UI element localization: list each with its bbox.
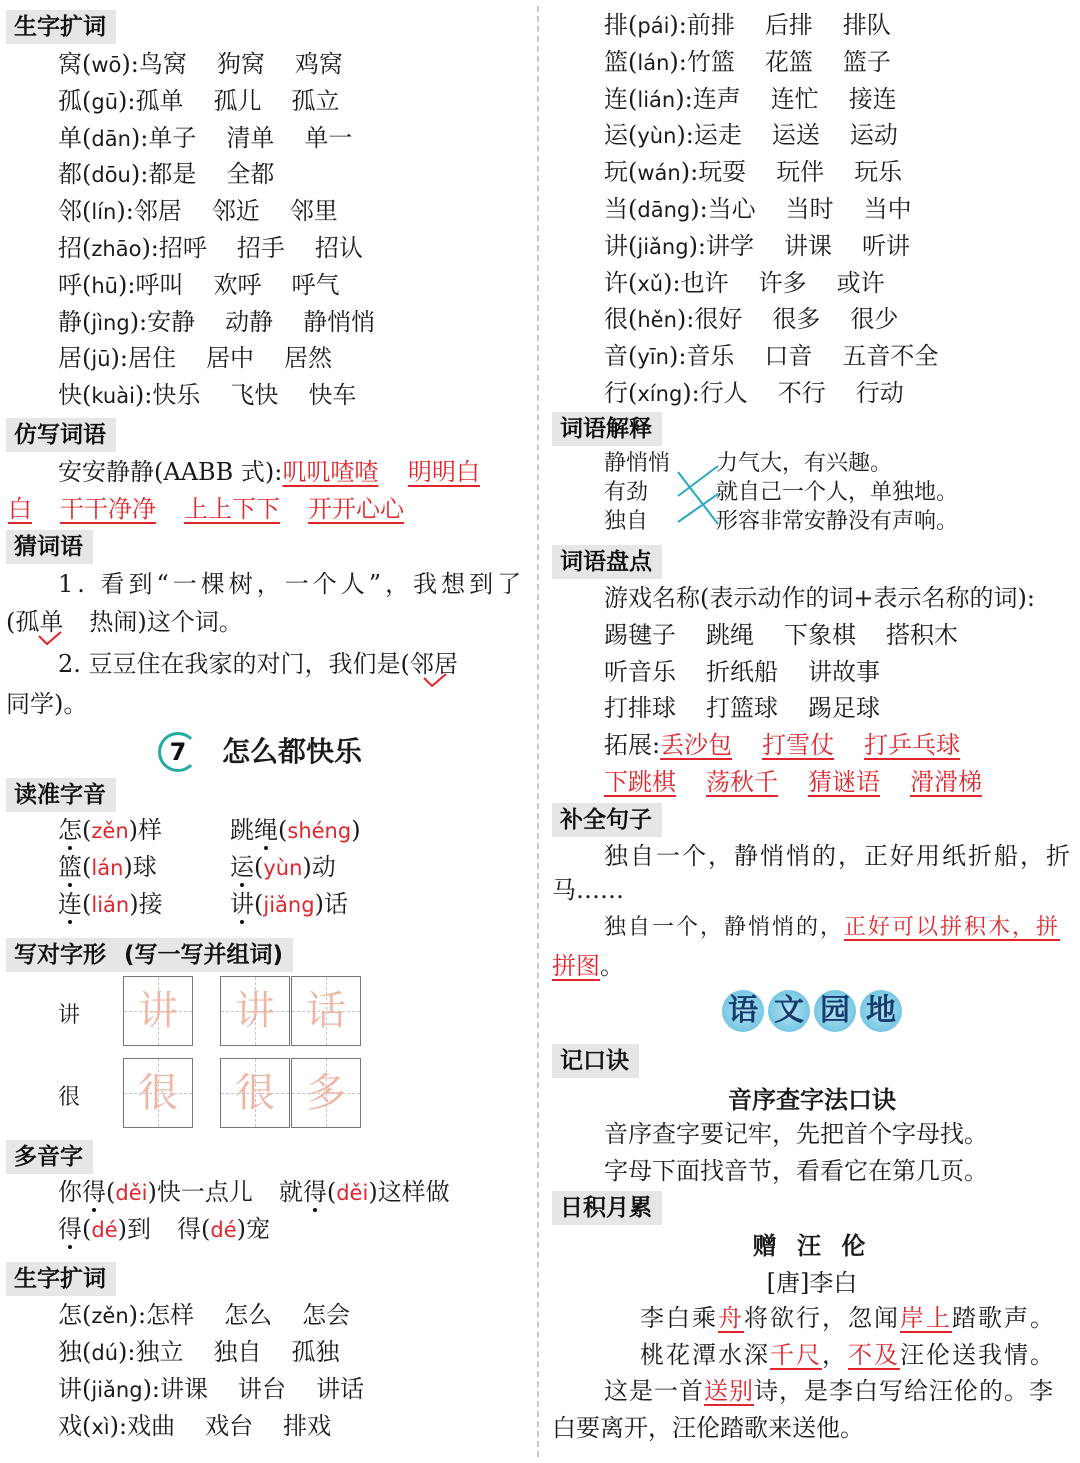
poem-title: 赠 汪 伦 (752, 1231, 872, 1260)
complete-line-2: 马…… (552, 876, 624, 904)
word-row: 单(dān):单子 清单 单一 (58, 120, 382, 157)
game-word: 听音乐 (604, 657, 676, 686)
grid-char: 讲 (235, 988, 275, 1034)
row-pinyin: lán (637, 50, 670, 75)
guess-q1-line1: 1. 看到“一棵树，一个人”，我想到了 (58, 570, 526, 598)
row-word: 也许 (680, 268, 729, 297)
word-row: 连(lián):连声 连忙 接连 (604, 81, 927, 118)
grid-char: 讲 (138, 988, 178, 1034)
row-word: 运走 (693, 121, 742, 150)
text: 将欲行，忽闻 (744, 1304, 900, 1332)
pron-post: 接 (138, 890, 163, 918)
word-row: 行(xíng):行人 不行 行动 (604, 375, 934, 412)
row-word: 音乐 (686, 342, 735, 371)
ext-answer: 丢沙包 (660, 731, 733, 759)
writing-grid (123, 976, 193, 1046)
answer-1: 叽叽喳喳 (282, 458, 379, 486)
word-row: 篮(lán):竹篮 花篮 篮子 (604, 44, 921, 81)
summary-row (604, 690, 910, 726)
row-pinyin: jū (91, 347, 111, 372)
row-word: 狗窝 (216, 50, 265, 78)
poem-comment-1 (604, 1373, 1054, 1409)
row-pinyin: pái (637, 14, 670, 38)
game-word: 跳绳 (706, 621, 754, 649)
text: 踏歌声。 (952, 1304, 1056, 1332)
row-pinyin: zhāo (91, 237, 142, 261)
pron-post: 话 (323, 890, 348, 918)
row-char: 都 (58, 160, 82, 189)
poem-line-2 (640, 1337, 1056, 1373)
writing-grid (220, 1058, 290, 1128)
word-row: 居(jū):居住 居中 居然 (58, 340, 362, 377)
row-pinyin: yīn (637, 345, 669, 370)
word-row: 都(dōu):都是 全都 (58, 156, 304, 193)
row-word: 口音 (764, 342, 813, 371)
poem-comment-2: 白要离开，汪伦踏歌来送他。 (552, 1414, 864, 1442)
pron-post: 动 (311, 853, 336, 881)
answer-5: 开开心心 (308, 495, 404, 523)
row-word: 讲话 (316, 1375, 365, 1403)
row-word: 快乐 (152, 381, 201, 410)
summary-row (604, 654, 910, 690)
pinyin: dé (210, 1218, 237, 1242)
game-word: 打篮球 (706, 694, 778, 722)
section-header-pronunciation: 读准字音 (6, 778, 116, 812)
row-word: 动静 (225, 307, 274, 336)
pron-char: 绳 (254, 816, 278, 844)
row-char: 音 (604, 342, 628, 371)
term: 有劲 (604, 480, 649, 505)
answer-4: 上上下下 (184, 495, 280, 523)
word-row: 当(dāng):当心 当时 当中 (604, 191, 942, 228)
row-pinyin: kuài (91, 384, 135, 409)
answer: 正好可以拼积木，拼 (844, 915, 1061, 940)
ext-answer: 荡秋千 (706, 768, 778, 796)
pron-item: 怎(zěn)样 (58, 816, 163, 844)
row-char: 戏 (58, 1412, 82, 1440)
dotted-char: 得 (302, 1178, 327, 1206)
row-word: 接连 (848, 84, 897, 113)
writing-grid (291, 976, 361, 1046)
guess-q2-line2: 同学)。 (6, 690, 88, 718)
answer-2a: 明明白 (408, 458, 481, 486)
pron-post: 球 (132, 853, 157, 881)
grid-char: 多 (306, 1070, 346, 1116)
row-word: 居住 (127, 344, 176, 373)
pron-pre: 跳 (230, 816, 254, 844)
row-word: 呼叫 (135, 270, 184, 299)
choice-text: 热闹 (89, 608, 138, 636)
pron-post: 样 (138, 816, 163, 844)
row-pinyin: gū (91, 89, 119, 114)
row-pinyin: dōu (91, 163, 131, 188)
row-char: 居 (58, 344, 82, 373)
text: 这是一首 (604, 1377, 704, 1405)
row-word: 运送 (771, 121, 820, 150)
row-char: 独 (58, 1338, 82, 1366)
row-word: 都是 (148, 160, 197, 189)
text: 独自一个，静悄悄的， (604, 915, 845, 940)
text: 快一点儿 (156, 1178, 253, 1206)
section-header-guess: 猜词语 (6, 530, 93, 564)
row-char: 当 (604, 195, 628, 223)
row-word: 戏台 (205, 1412, 254, 1440)
row-char: 孤 (58, 86, 82, 115)
yuwen-char: 文 (768, 990, 810, 1032)
row-pinyin: wō (91, 53, 122, 77)
row-word: 前排 (686, 11, 735, 39)
row-word: 行动 (855, 379, 904, 407)
term: 静悄悄 (604, 451, 671, 476)
grid-label: 很 (58, 1085, 81, 1110)
word-row: 排(pái):前排 后排 排队 (604, 7, 921, 44)
row-char: 许 (604, 268, 628, 297)
summary-intro: 游戏名称(表示动作的词+表示名称的词): (604, 584, 1035, 612)
row-word: 当中 (863, 195, 912, 223)
text: 李白乘 (640, 1304, 718, 1332)
row-char: 呼 (58, 270, 82, 299)
row-char: 运 (604, 121, 628, 150)
word-row: 静(jìng):安静 动静 静悄悄 (58, 304, 405, 341)
matching-lines (676, 456, 720, 526)
polyphone-line-1: 你得(děi)快一点儿 就得(děi)这样做 (58, 1178, 450, 1206)
row-word: 排队 (842, 11, 891, 39)
writing-grid (220, 976, 290, 1046)
row-pinyin: jìng (91, 310, 130, 335)
writing-grid (123, 1058, 193, 1128)
row-char: 很 (604, 305, 628, 334)
row-word: 讲课 (784, 231, 833, 260)
row-word: 静悄悄 (303, 307, 376, 336)
answer-2b: 白 (8, 495, 32, 523)
row-word: 许多 (758, 268, 807, 297)
row-word: 鸡窝 (294, 50, 343, 78)
row-char: 篮 (604, 47, 628, 76)
pron-char: 怎 (58, 816, 82, 844)
row-word: 快车 (308, 381, 357, 410)
section-header-mnemonic: 记口诀 (552, 1044, 639, 1078)
row-word: 全都 (226, 160, 275, 189)
extension-row (604, 764, 1012, 800)
row-pinyin: jiǎng (637, 234, 689, 259)
answer-3: 干干净净 (60, 495, 156, 523)
row-word: 孤儿 (213, 86, 262, 115)
ext-answer: 滑滑梯 (910, 768, 982, 796)
row-word: 讲课 (160, 1375, 209, 1403)
row-char: 玩 (604, 158, 628, 187)
pinyin: děi (115, 1181, 148, 1205)
pron-item: 篮(lán)球 (58, 853, 157, 881)
row-word: 讲台 (238, 1375, 287, 1403)
grid-label: 讲 (58, 1003, 81, 1028)
row-pinyin: lín (91, 200, 117, 225)
dotted-char: 得 (82, 1178, 106, 1206)
pron-pinyin: zěn (91, 819, 129, 843)
row-pinyin: yùn (637, 124, 677, 149)
ext-answer: 下跳棋 (604, 768, 676, 796)
answer: 舟 (718, 1304, 744, 1332)
poem-line-1 (640, 1300, 1056, 1336)
grid-char: 很 (235, 1070, 275, 1116)
word-row: 讲(jiǎng):讲学 讲课 听讲 (604, 228, 940, 265)
definition: 形容非常安静没有声响。 (716, 509, 959, 534)
word-row: 许(xǔ):也许 许多 或许 (604, 265, 915, 302)
row-word: 讲学 (706, 231, 755, 260)
word-row: 讲(jiǎng):讲课 讲台 讲话 (58, 1371, 394, 1408)
imitate-prompt: 安安静静(AABB 式): (58, 458, 283, 486)
game-word: 打排球 (604, 694, 676, 722)
row-word: 玩伴 (776, 158, 825, 187)
text: 得 (177, 1215, 201, 1243)
game-word: 讲故事 (808, 657, 880, 686)
row-char: 邻 (58, 197, 82, 226)
row-word: 怎么 (224, 1301, 273, 1329)
row-word: 飞快 (230, 381, 279, 410)
row-char: 招 (58, 234, 82, 262)
row-char: 讲 (604, 231, 628, 260)
word-row: 呼(hū):呼叫 欢呼 呼气 (58, 267, 369, 304)
row-word: 连忙 (770, 84, 819, 113)
word-row: 快(kuài):快乐 飞快 快车 (58, 377, 386, 414)
row-char: 静 (58, 307, 82, 336)
row-word: 孤单 (135, 86, 184, 115)
word-row: 独(dú):独立 独自 孤独 (58, 1334, 369, 1371)
pron-item: 跳绳(shéng) (230, 816, 361, 844)
row-word: 五音不全 (842, 342, 939, 371)
word-row: 窝(wō):鸟窝 狗窝 鸡窝 (58, 46, 373, 83)
row-pinyin: lián (637, 87, 676, 112)
row-word: 邻近 (211, 197, 260, 226)
ext-label: 拓展: (604, 731, 661, 759)
row-char: 快 (58, 381, 82, 410)
poem-author: [唐]李白 (766, 1269, 858, 1297)
lesson-name: 怎么都快乐 (222, 735, 363, 768)
text: 桃花潭水深 (640, 1341, 770, 1369)
row-word: 招手 (236, 234, 285, 262)
yuwen-char: 园 (814, 990, 856, 1032)
grid-char: 很 (138, 1070, 178, 1116)
row-word: 独立 (135, 1338, 184, 1366)
row-word: 欢呼 (213, 270, 262, 299)
row-pinyin: wán (637, 161, 681, 186)
row-word: 很好 (694, 305, 743, 334)
row-word: 听讲 (862, 231, 911, 260)
row-word: 怎会 (302, 1301, 351, 1329)
text: 就 (278, 1178, 303, 1206)
row-pinyin: dāng (637, 198, 691, 222)
row-word: 安静 (147, 307, 196, 336)
yuwen-char: 地 (860, 990, 902, 1032)
text: 你 (58, 1178, 82, 1206)
row-pinyin: zěn (91, 1304, 129, 1328)
answer: 拼图 (552, 952, 600, 980)
row-word: 居中 (205, 344, 254, 373)
game-word: 折纸船 (706, 657, 778, 686)
word-row: 怎(zěn):怎样 怎么 怎会 (58, 1297, 380, 1334)
section-header-imitate: 仿写词语 (6, 418, 116, 452)
row-pinyin: dú (91, 1341, 119, 1365)
game-word: 踢毽子 (604, 621, 676, 649)
ext-answer: 打乒乓球 (864, 731, 961, 759)
row-word: 排戏 (283, 1412, 332, 1440)
answer: 不及 (848, 1341, 900, 1369)
pinyin: dé (91, 1218, 118, 1242)
row-char: 排 (604, 11, 628, 39)
mnemonic-line-1: 音序查字要记牢，先把首个字母找。 (604, 1120, 988, 1148)
pron-item: 讲(jiǎng)话 (230, 890, 348, 918)
row-word: 邻里 (289, 197, 338, 226)
section-header-accumulate: 日积月累 (552, 1191, 662, 1225)
complete-line-3 (604, 910, 1060, 946)
row-word: 运动 (849, 121, 898, 150)
word-row: 邻(lín):邻居 邻近 邻里 (58, 193, 368, 230)
text: ， (822, 1341, 848, 1369)
row-word: 招认 (314, 234, 363, 262)
row-word: 或许 (836, 268, 885, 297)
pron-char: 篮 (58, 853, 82, 881)
row-word: 居然 (283, 344, 332, 373)
row-word: 清单 (226, 123, 275, 152)
word-row: 戏(xì):戏曲 戏台 排戏 (58, 1408, 361, 1445)
text: 。 (600, 952, 624, 980)
row-word: 后排 (764, 11, 813, 39)
text: 诗，是李白写给汪伦的。李 (754, 1377, 1054, 1405)
row-word: 当心 (707, 195, 756, 223)
row-char: 讲 (58, 1375, 82, 1403)
row-word: 鸟窝 (138, 50, 187, 78)
text: 宠 (246, 1215, 270, 1243)
text: 汪伦送我情。 (900, 1341, 1056, 1369)
row-word: 孤立 (291, 86, 340, 115)
answer: 岸上 (900, 1304, 952, 1332)
grid-char: 话 (306, 988, 346, 1034)
row-word: 玩乐 (854, 158, 903, 187)
row-word: 玩耍 (698, 158, 747, 187)
row-char: 单 (58, 123, 82, 152)
game-word: 下象棋 (784, 621, 856, 649)
pron-pinyin: lán (91, 856, 124, 880)
term: 独自 (604, 509, 649, 534)
writing-grid (291, 1058, 361, 1128)
yuwen-yuandi-title (722, 990, 906, 1034)
text: )这个词。 (137, 608, 243, 636)
row-pinyin: jiǎng (91, 1378, 143, 1402)
row-pinyin: dān (91, 126, 131, 151)
answer: 千尺 (770, 1341, 822, 1369)
game-word: 踢足球 (808, 694, 880, 722)
row-word: 很少 (850, 305, 899, 334)
row-pinyin: xíng (637, 382, 683, 406)
row-char: 连 (604, 84, 628, 113)
mnemonic-heading: 音序查字法口诀 (728, 1085, 896, 1114)
section-header-explain: 词语解释 (552, 412, 662, 446)
row-word: 当时 (785, 195, 834, 223)
row-char: 窝 (58, 50, 82, 78)
pron-item: 连(lián)接 (58, 890, 163, 918)
pron-item: 运(yùn)动 (230, 853, 336, 881)
pron-char: 运 (230, 853, 254, 881)
row-word: 招呼 (158, 234, 207, 262)
row-pinyin: hěn (637, 308, 677, 333)
section-header-complete: 补全句子 (552, 803, 662, 837)
pron-pinyin: yùn (263, 856, 303, 880)
text: 这样做 (377, 1178, 450, 1206)
row-word: 呼气 (291, 270, 340, 299)
text: 2. 豆豆住在我家的对门，我们是( (58, 650, 410, 678)
pron-pinyin: lián (91, 893, 130, 917)
row-word: 很多 (772, 305, 821, 334)
paren: ( (6, 608, 16, 636)
ext-answer: 打雪仗 (762, 731, 835, 759)
dotted-char: 得 (58, 1215, 82, 1243)
definition: 就自己一个人，单独地。 (716, 480, 959, 505)
row-word: 行人 (699, 379, 748, 407)
section-header-new-words: 生字扩词 (6, 10, 116, 44)
text: 到 (127, 1215, 151, 1243)
answer: 送别 (704, 1377, 754, 1405)
row-word: 篮子 (842, 47, 891, 76)
row-word: 怎样 (146, 1301, 195, 1329)
choice-text: 邻居 (409, 650, 458, 678)
row-word: 单一 (304, 123, 353, 152)
pron-pinyin: jiǎng (263, 893, 315, 917)
complete-line-4 (552, 948, 624, 984)
section-header-summary: 词语盘点 (552, 545, 662, 579)
word-row: 很(hěn):很好 很多 很少 (604, 301, 928, 338)
summary-row (604, 617, 988, 653)
pron-char: 讲 (230, 890, 254, 918)
polyphone-line-2: 得(dé)到 得(dé)宠 (58, 1215, 270, 1243)
row-char: 行 (604, 379, 628, 407)
row-pinyin: xì (91, 1415, 110, 1439)
section-header-new-words-2: 生字扩词 (6, 1262, 116, 1296)
writing-subtitle: (写一写并组词) (124, 942, 284, 968)
ext-answer: 猜谜语 (808, 768, 880, 796)
row-word: 连声 (692, 84, 741, 113)
choice-text: 孤单 (15, 608, 64, 636)
pinyin: děi (336, 1181, 369, 1205)
word-row: 运(yùn):运走 运送 运动 (604, 117, 928, 154)
row-word: 独自 (213, 1338, 262, 1366)
row-word: 竹篮 (686, 47, 735, 76)
word-row: 音(yīn):音乐 口音 五音不全 (604, 338, 968, 375)
row-pinyin: xǔ (637, 271, 664, 296)
yuwen-char: 语 (722, 990, 764, 1032)
row-word: 单子 (148, 123, 197, 152)
game-word: 搭积木 (886, 621, 958, 649)
extension-row (604, 727, 990, 763)
row-word: 孤独 (291, 1338, 340, 1366)
lesson-number: 7 (158, 732, 198, 772)
pron-char: 连 (58, 890, 82, 918)
section-header-polyphone: 多音字 (6, 1140, 93, 1174)
complete-line-1: 独自一个，静悄悄的，正好用纸折船，折 (604, 842, 1072, 870)
word-row: 玩(wán):玩耍 玩伴 玩乐 (604, 154, 932, 191)
row-word: 邻居 (133, 197, 182, 226)
definition: 力气大，有兴趣。 (716, 451, 893, 476)
writing-title: 写对字形 (14, 942, 106, 968)
mnemonic-line-2: 字母下面找音节，看看它在第几页。 (604, 1157, 988, 1185)
row-pinyin: hū (91, 273, 118, 298)
row-word: 花篮 (764, 47, 813, 76)
row-char: 怎 (58, 1301, 82, 1329)
word-row: 招(zhāo):招呼 招手 招认 (58, 230, 393, 267)
word-row: 孤(gū):孤单 孤儿 孤立 (58, 83, 369, 120)
row-word: 戏曲 (127, 1412, 176, 1440)
row-word: 不行 (777, 379, 826, 407)
pron-pinyin: shéng (287, 819, 352, 843)
